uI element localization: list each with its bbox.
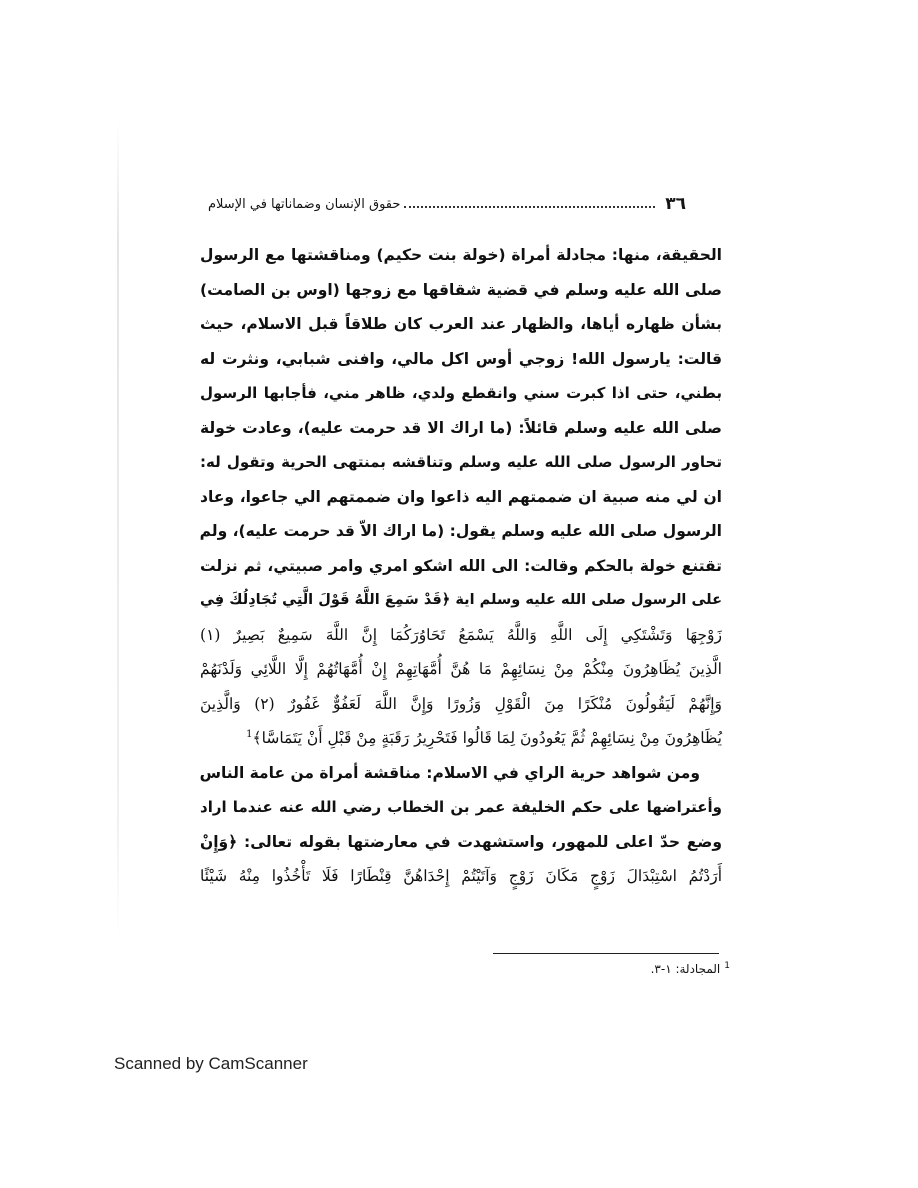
- quran-verse-line: أَرَدْتُمُ اسْتِبْدَالَ زَوْجٍ مَكَانَ زَوْجٍ وَآتَيْتُمْ إِحْدَاهُنَّ قِنْطَارًا فَلَا تَأْخُذُوا مِنْهُ شَيْئًا: [200, 867, 722, 885]
- page-number: ٣٦: [665, 194, 686, 214]
- text-line: الرسول صلى الله عليه وسلم يقول: (ما اراك الاّ قد حرمت عليه)، ولم: [199, 522, 722, 540]
- paragraph-first-line: ومن شواهد حرية الراي في الاسلام: مناقشة أمراة من عامة الناس: [199, 763, 700, 782]
- text-line: تقتنع خولة بالحكم وقالت: الى الله اشكو امري وامر صبيتي، ثم نزلت: [200, 556, 722, 575]
- text-line: وضع حدّ اعلى للمهور، واستشهدت في معارضتها بقوله تعالى: ﴿وَإِنْ: [200, 832, 722, 851]
- running-header: [208, 192, 686, 216]
- text-line: ان لي منه صبية ان ضممتهم اليه ذاعوا وان ضممتهم الي جاعوا، وعاد: [200, 487, 722, 506]
- text-line: وأعتراضها على حكم الخليفة عمر بن الخطاب رضي الله عنه عندما اراد: [200, 798, 722, 816]
- scan-page-edge: [117, 120, 119, 940]
- footnote: [560, 961, 730, 976]
- text-line: بشأن ظهاره أياها، والظهار عند العرب كان طلاقاً قبل الاسلام، حيث: [200, 315, 722, 333]
- header-dot-leader: [404, 206, 655, 208]
- scanner-watermark: Scanned by CamScanner: [114, 1054, 308, 1073]
- footnote-text: المجادلة: ١-٣.: [650, 962, 721, 976]
- quran-verse-line-end: [200, 721, 722, 756]
- quran-verse-line: الَّذِينَ يُظَاهِرُونَ مِنْكُمْ مِنْ نِسَائِهِمْ مَا هُنَّ أُمَّهَاتِهِمْ إِنْ أُمَّهَاتُهُمْ إِلَّا اللَّائِي وَلَدْنَهُمْ: [200, 660, 722, 678]
- body-text: [200, 238, 722, 894]
- book-title: حقوق الإنسان وضماناتها في الإسلام: [208, 196, 401, 212]
- footnote-separator: [493, 953, 719, 954]
- footnote-number: 1: [724, 961, 730, 971]
- quran-verse-line: زَوْجِهَا وَتَشْتَكِي إِلَى اللَّهِ وَاللَّهُ يَسْمَعُ تَحَاوُرَكُمَا إِنَّ اللَّهَ سَمِيعٌ بَصِيرٌ (١): [200, 625, 722, 644]
- text-line: بطني، حتى اذا كبرت سني وانقطع ولدي، ظاهر مني، فأجابها الرسول: [200, 384, 722, 402]
- text-line: قالت: يارسول الله! زوجي أوس اكل مالي، وافنى شبابي، ونثرت له: [200, 349, 722, 368]
- quran-verse-text: يُظَاهِرُونَ مِنْ نِسَائِهِمْ ثُمَّ يَعُودُونَ لِمَا قَالُوا فَتَحْرِيرُ رَقَبَةٍ مِنْ قَبْلِ أَنْ يَتَمَاسَّا﴾: [252, 729, 722, 747]
- footnote-reference: 1: [246, 728, 253, 740]
- text-line: على الرسول صلى الله عليه وسلم اية ﴿قَدْ سَمِعَ اللَّهُ قَوْلَ الَّتِي تُجَادِلُكَ فِي: [200, 592, 722, 608]
- quran-verse-line: وَإِنَّهُمْ لَيَقُولُونَ مُنْكَرًا مِنَ الْقَوْلِ وَزُورًا وَإِنَّ اللَّهَ لَعَفُوٌّ غَفُورٌ (٢) وَالَّذِينَ: [200, 694, 722, 713]
- text-line: الحقيقة، منها: مجادلة أمراة (خولة بنت حكيم) ومناقشتها مع الرسول: [200, 246, 722, 264]
- text-line: تحاور الرسول صلى الله عليه وسلم وتناقشه بمنتهى الحرية وتقول له:: [200, 453, 722, 471]
- text-line: صلى الله عليه وسلم قائلاً: (ما اراك الا قد حرمت عليه)، وعادت خولة: [200, 418, 722, 437]
- text-line: صلى الله عليه وسلم في قضية شقاقها مع زوجها (اوس بن الصامت): [200, 280, 722, 299]
